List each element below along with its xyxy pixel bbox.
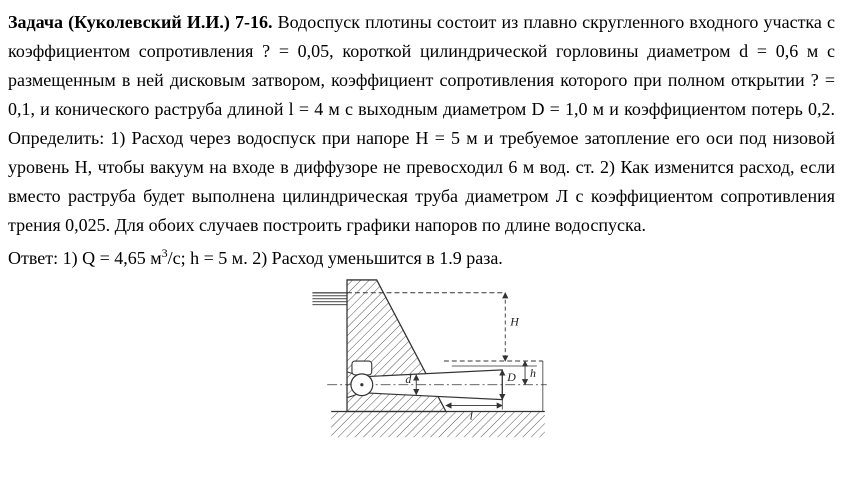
problem-title: Задача (Куколевский И.И.) 7-16.: [8, 12, 273, 32]
label-D: D: [506, 369, 516, 384]
dam-cross-section-figure: [298, 274, 578, 454]
answer-line: [8, 244, 835, 272]
upstream-water-surface: [312, 293, 347, 307]
problem-statement: [8, 8, 835, 240]
label-H: H: [509, 314, 519, 329]
dam-diagram: [298, 274, 578, 459]
answer-suffix: /с; h = 5 м. 2) Расход уменьшится в 1.9 раза.: [167, 248, 503, 268]
problem-body: Водоспуск плотины состоит из плавно скругленного входного участка с коэффициентом сопротивления ? = 0,05, короткой цилиндрической горловины диаметром d = 0,6 м с размещенным в ней дисковым затвором, коэффициент сопротивления которого при полном открытии ? = 0,1, и конического раструба длиной l = 4 м с выходным диаметром D = 1,0 м и коэффициентом потерь 0,2. Определить: 1) Расход через водоспуск при напоре H = 5 м и требуемое затопление его оси под низовой уровень H, чтобы вакуум на входе в диффузоре не превосходил 6 м вод. ст. 2) Как изменится расход, если вместо раструба будет выполнена цилиндрическая труба диаметром Л с коэффициентом сопротивления трения 0,025. Для обоих случаев построить графики напоров по длине водоспуска.: [8, 12, 835, 235]
ground-hatch: [331, 411, 545, 437]
valve-pivot: [360, 383, 363, 386]
label-h: h: [529, 365, 536, 380]
answer-prefix: Ответ: 1) Q = 4,65 м: [8, 248, 162, 268]
answer-superscript: 3: [161, 246, 168, 260]
figure-container: [8, 274, 835, 459]
valve-housing: [351, 361, 371, 375]
label-d: d: [404, 371, 411, 386]
label-l: l: [469, 408, 473, 423]
